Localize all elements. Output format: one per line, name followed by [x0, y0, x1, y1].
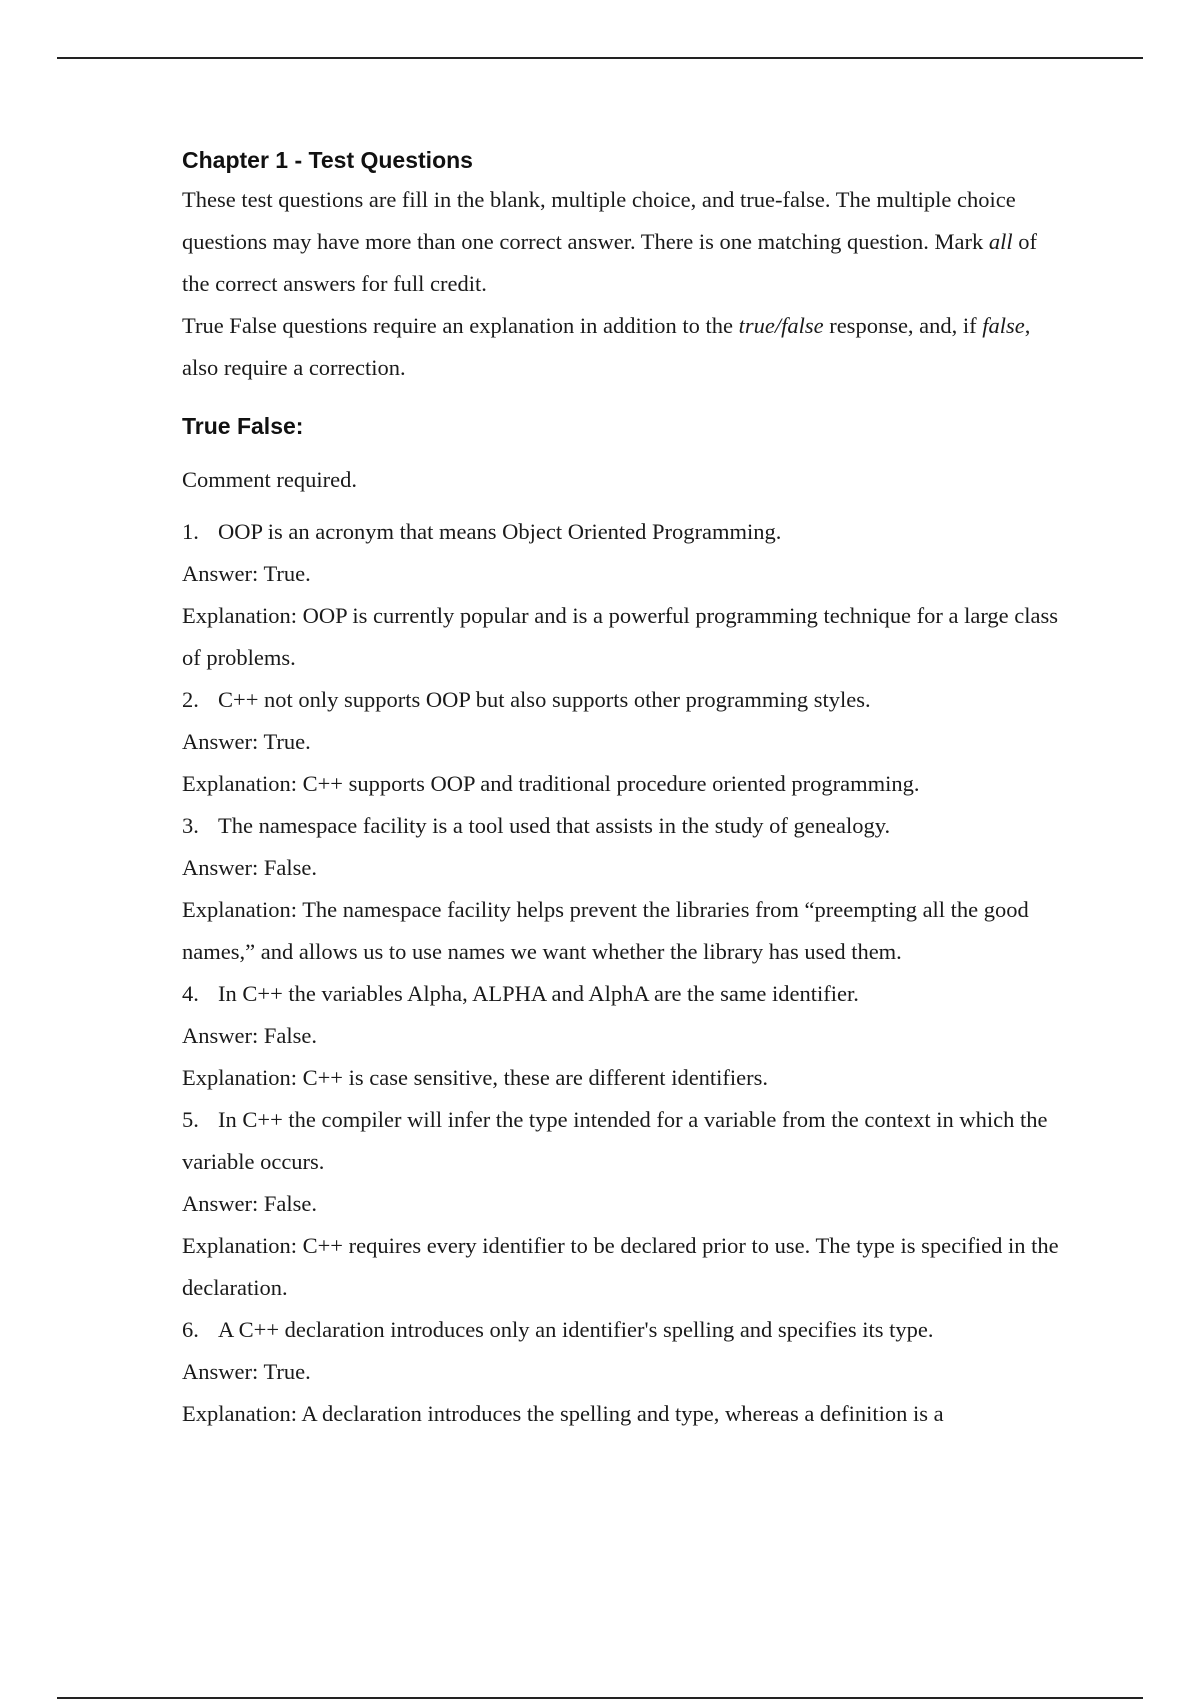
question-block [182, 973, 1062, 1099]
question-number: 5. [182, 1107, 199, 1132]
question-text [182, 1099, 1062, 1183]
question-explanation: Explanation: C++ supports OOP and traditional procedure oriented programming. [182, 771, 920, 796]
question-explanation: Explanation: A declaration introduces the spelling and type, whereas a definition is a [182, 1401, 944, 1426]
question-block [182, 1309, 1062, 1435]
intro-paragraph-2 [182, 305, 1062, 389]
question-text [182, 1309, 1062, 1351]
question-body: In C++ the compiler will infer the type intended for a variable from the context in which the variable occurs. [182, 1107, 1048, 1174]
question-number: 2. [182, 687, 199, 712]
question-answer: Answer: True. [182, 1359, 311, 1384]
question-answer: Answer: False. [182, 1191, 317, 1216]
question-text [182, 805, 1062, 847]
question-answer: Answer: False. [182, 1023, 317, 1048]
question-explanation: Explanation: OOP is currently popular and is a powerful programming technique for a large class of problems. [182, 603, 1059, 670]
question-explanation: Explanation: The namespace facility helps prevent the libraries from “preempting all the good names,” and allows us to use names we want whether the library has used them. [182, 897, 1029, 964]
question-text [182, 973, 1062, 1015]
question-block [182, 1099, 1062, 1309]
question-answer: Answer: True. [182, 729, 311, 754]
intro-emphasis: false [982, 313, 1025, 338]
intro-text: of the correct answers for full credit. [182, 229, 1037, 296]
intro-text: response, and, if [823, 313, 983, 338]
question-body: A C++ declaration introduces only an identifier's spelling and specifies its type. [218, 1317, 934, 1342]
top-rule [57, 57, 1143, 59]
section-note: Comment required. [182, 467, 357, 492]
question-number: 4. [182, 981, 199, 1006]
question-explanation: Explanation: C++ requires every identifier to be declared prior to use. The type is specified in the declaration. [182, 1233, 1059, 1300]
question-body: In C++ the variables Alpha, ALPHA and AlphA are the same identifier. [218, 981, 859, 1006]
question-number: 3. [182, 813, 199, 838]
intro-emphasis: all [988, 229, 1013, 254]
question-block [182, 679, 1062, 805]
question-explanation: Explanation: C++ is case sensitive, these are different identifiers. [182, 1065, 769, 1090]
intro-text: These test questions are fill in the blank, multiple choice, and true-false. The multiple choice questions may have more than one correct answer. There is one matching question. Mark [182, 187, 1016, 254]
chapter-title: Chapter 1 - Test Questions [182, 147, 473, 173]
intro-text: , also require a correction. [182, 313, 1031, 380]
question-body: The namespace facility is a tool used that assists in the study of genealogy. [218, 813, 891, 838]
intro-text: True False questions require an explanation in addition to the [182, 313, 739, 338]
question-text [182, 679, 1062, 721]
question-number: 6. [182, 1317, 199, 1342]
question-block [182, 511, 1062, 679]
question-answer: Answer: False. [182, 855, 317, 880]
intro-emphasis: true/false [738, 313, 824, 338]
question-number: 1. [182, 519, 199, 544]
document-body [182, 143, 1062, 1435]
question-body: OOP is an acronym that means Object Oriented Programming. [218, 519, 782, 544]
section-title: True False: [182, 413, 304, 439]
question-body: C++ not only supports OOP but also supports other programming styles. [218, 687, 871, 712]
question-text [182, 511, 1062, 553]
question-answer: Answer: True. [182, 561, 311, 586]
intro-paragraph-1 [182, 179, 1062, 305]
question-block [182, 805, 1062, 973]
bottom-rule [57, 1697, 1143, 1699]
